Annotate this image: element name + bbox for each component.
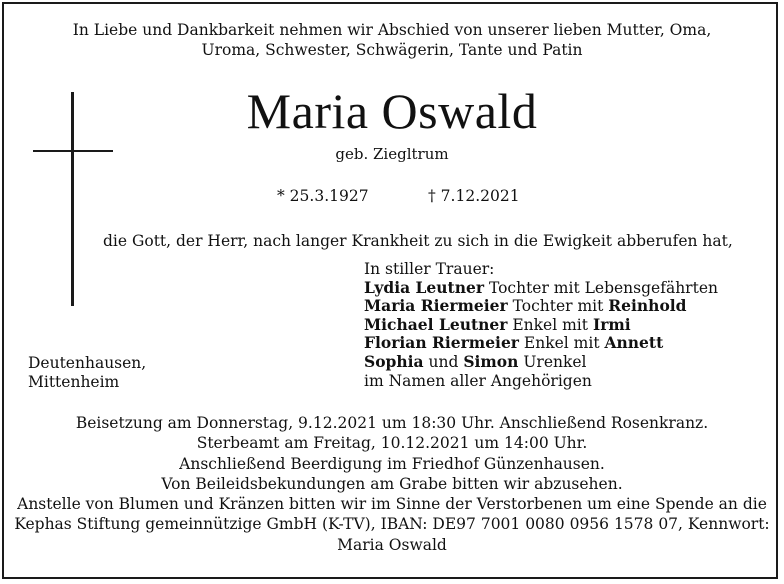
mourner-row: Maria Riermeier Tochter mit Reinhold [364, 296, 687, 316]
maiden-name: geb. Ziegltrum [335, 145, 449, 163]
funeral-details [0, 413, 784, 555]
mourners-list [364, 260, 718, 390]
intro-line-2: Uroma, Schwester, Schwägerin, Tante und Patin [201, 41, 583, 59]
place-names [28, 354, 146, 392]
mourner-row: Florian Riermeier Enkel mit Annett [364, 333, 664, 353]
mourners-footer: im Namen aller Angehörigen [364, 371, 592, 390]
funeral-line: Von Beileidsbekundungen am Grabe bitten wir abzusehen. [161, 474, 623, 493]
funeral-line: Maria Oswald [337, 535, 447, 554]
funeral-line: Kephas Stiftung gemeinnützige GmbH (K-TV), IBAN: DE97 7001 0080 0956 1578 07, Kennwort: [14, 515, 770, 534]
death-date: † 7.12.2021 [428, 187, 520, 205]
place-line-2: Mittenheim [28, 373, 120, 391]
called-home-text: die Gott, der Herr, nach langer Krankheit zu sich in die Ewigkeit abberufen hat, [103, 232, 733, 250]
birth-date: * 25.3.1927 [277, 187, 369, 205]
mourner-row: Lydia Leutner Tochter mit Lebensgefährten [364, 277, 718, 297]
funeral-line: Beisetzung am Donnerstag, 9.12.2021 um 18:30 Uhr. Anschließend Rosenkranz. [75, 414, 709, 432]
mourner-row: Sophia und Simon Urenkel [364, 351, 587, 371]
mourners-header: In stiller Trauer: [364, 260, 495, 278]
funeral-line: Anstelle von Blumen und Kränzen bitten wir im Sinne der Verstorbenen um eine Spende an die [17, 495, 767, 514]
funeral-line: Sterbeamt am Freitag, 10.12.2021 um 14:00 Uhr. [196, 434, 588, 453]
funeral-line: Anschließend Beerdigung im Friedhof Günzenhausen. [179, 454, 605, 473]
intro-text [0, 20, 784, 60]
place-line-1: Deutenhausen, [28, 354, 147, 372]
mourner-row: Michael Leutner Enkel mit Irmi [364, 314, 631, 334]
deceased-name: Maria Oswald [246, 83, 538, 139]
intro-line-1: In Liebe und Dankbarkeit nehmen wir Abschied von unserer lieben Mutter, Oma, [72, 21, 712, 39]
